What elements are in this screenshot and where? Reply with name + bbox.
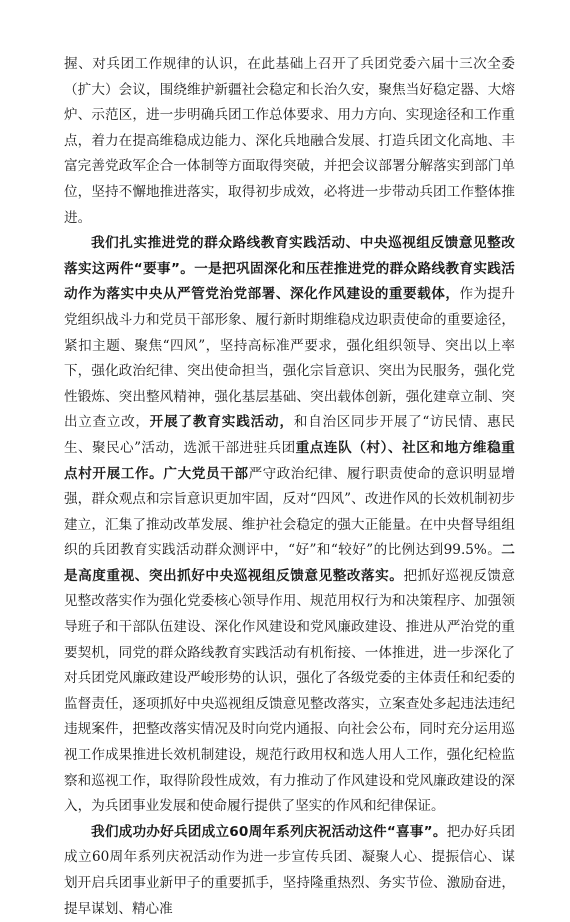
body-paragraph <box>64 231 515 820</box>
text-run: 握、对兵团工作规律的认识，在此基础上召开了兵团党委六届十三次全委（扩大）会议，围绕维护新疆社会稳定和长治久安，聚焦当好稳定器、大熔炉、示范区，进一步明确兵团工作总体要求、用力方向、实现途径和工作重点，着力在提高维稳成边能力、深化兵地融合发展、打造兵团文化高地、丰富完善党政军企合一体制等方面取得突破，并把会议部署分解落实到部门单位，坚持不懈地推进落实，取得初步成效，必将进一步带动兵团工作整体推进。 <box>64 56 515 226</box>
text-run: 把办好兵团成立60周年系列庆祝活动作为进一步宣传兵团、凝聚人心、提振信心、谋划开启兵团事业新甲子的重要抓手，坚持隆重热烈、务实节俭、激励奋进，提早谋划、精心准 <box>64 823 515 917</box>
body-paragraph <box>64 52 515 231</box>
text-run: 作为提升党组织战斗力和党员干部形象、履行新时期维稳戍边职责使命的重要途径，紧扣主题、聚焦“四风”，坚持高标准严要求，强化组织领导、突出以上率下，强化政治纪律、突出使命担当，强化宗旨意识、突出为民服务，强化党性锻炼、突出整风精神，强化基层基础、突出载体创新，强化建章立制、突出立查立改， <box>64 286 516 431</box>
bold-text-run: 重点连队（村）、社区和地方维稳重点村开展工作。广大党员干部 <box>64 439 515 482</box>
bold-text-run: 二是高度重视、突出抓好中央巡视组反馈意见整改落实。 <box>64 542 515 584</box>
bold-text-run: 我们成功办好兵团成立60周年系列庆祝活动这件“喜事”。 <box>91 823 447 840</box>
bold-text-run: 我们扎实推进党的群众路线教育实践活动、中央巡视组反馈意见整改落实这两件“要事”。一是把巩固深化和压茬推进党的群众路线教育实践活动作为落实中央从严管党治党部署、深化作风建设的重要载体， <box>64 235 515 303</box>
text-run: 和自治区同步开展了“访民情、惠民生、聚民心”活动，选派干部进驻兵团 <box>64 414 516 456</box>
bold-text-run: 开展了教育实践活动， <box>149 414 294 431</box>
document-page <box>64 52 515 922</box>
text-run: 严守政治纪律、履行职责使命的意识明显增强，群众观点和宗旨意识更加牢固，反对“四风”、改进作风的长效机制初步建立，汇集了推动改革发展、维护社会稳定的强大正能量。在中央督导组组织的兵团教育实践活动群众测评中，“好”和“较好”的比例达到99.5%。 <box>64 465 515 559</box>
text-run: 把抓好巡视反馈意见整改落实作为强化党委核心领导作用、规范用权行为和决策程序、加强领导班子和干部队伍建设、深化作风建设和党风廉政建设、推进从严治党的重要契机，同党的群众路线教育实践活动有机衔接、一体推进，进一步深化了对兵团党风廉政建设严峻形势的认识，强化了各级党委的主体责任和纪委的监督责任，逐项抓好中央巡视组反馈意见整改落实，立案查处多起违法违纪违规案件，把整改落实情况及时向党内通报、向社会公布，同时充分运用巡视工作成果推进长效机制建设，规范行政用权和选人用人工作，强化纪检监察和巡视工作，取得阶段性成效，有力推动了作风建设和党风廉政建设的深入，为兵团事业发展和使命履行提供了坚实的作风和纪律保证。 <box>64 567 516 815</box>
body-paragraph <box>64 820 515 922</box>
